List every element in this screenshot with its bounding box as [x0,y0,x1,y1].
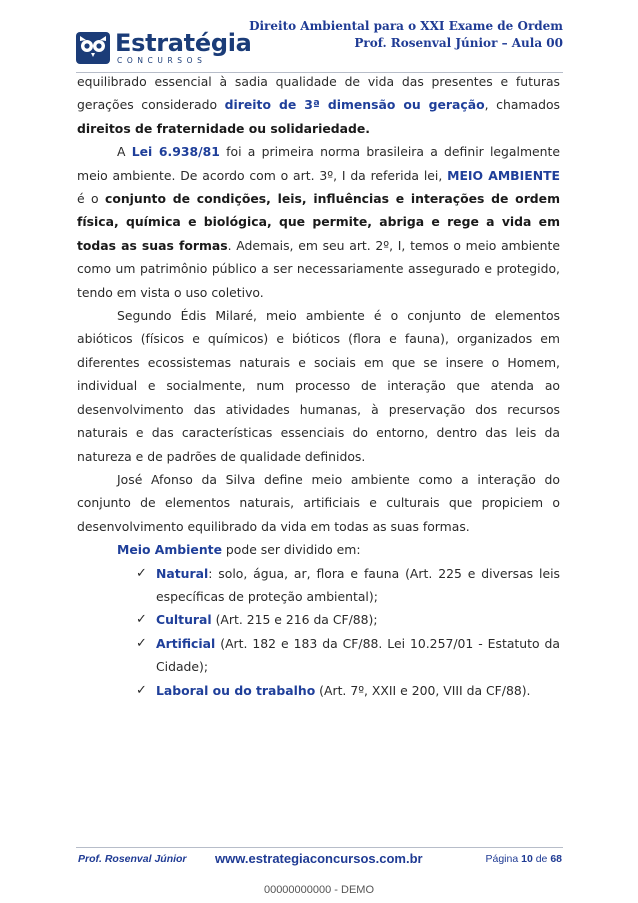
highlight-text: MEIO AMBIENTE [447,167,560,183]
list-item: ✓ Artificial (Art. 182 e 183 da CF/88. Lei 10.257/01 - Estatuto da Cidade); [77,632,560,679]
header-lesson: Prof. Rosenval Júnior – Aula 00 [354,36,563,50]
header-course-title: Direito Ambiental para o XXI Exame de Ordem [249,19,563,33]
list-item: ✓ Natural: solo, água, ar, flora e fauna (Art. 225 e diversas leis específicas de proteção ambiental); [77,562,560,609]
bold-text: direitos de fraternidade ou solidariedade. [77,120,371,136]
checkmark-icon: ✓ [136,565,147,581]
paragraph-3: Segundo Édis Milaré, meio ambiente é o conjunto de elementos abióticos (físicos e químicos) e bióticos (flora e fauna), organizados em diferentes ecossistemas naturais e sociais em que se insere o Homem, individual e socialmente, num processo de interação que atenda ao desenvolvimento das atividades humanas, à preservação dos recursos naturais e das características essenciais do entorno, dentro das leis da natureza e de padrões de qualidade definidos. [77,308,560,464]
list-item: ✓ Laboral ou do trabalho (Art. 7º, XXII e 200, VIII da CF/88). [77,679,560,702]
checkmark-icon: ✓ [136,635,147,651]
list-intro: Meio Ambiente pode ser dividido em: [117,542,361,558]
checkmark-icon: ✓ [136,682,147,698]
footer-author: Prof. Rosenval Júnior [78,853,187,865]
paragraph-1: equilibrado essencial à sadia qualidade de vida das presentes e futuras gerações considerado direito de 3ª dimensão ou geração, chamados direitos de fraternidade ou solidariedade. [77,74,560,136]
page-body [77,70,560,702]
checkmark-icon: ✓ [136,612,147,628]
highlight-text: Meio Ambiente [117,542,222,558]
estrategia-logo [76,26,256,70]
page-number: Página 10 de 68 [485,853,562,865]
logo-subtitle: CONCURSOS [117,56,207,65]
highlight-text: direito de 3ª dimensão ou geração [224,97,485,113]
footer-website-link[interactable]: www.estrategiaconcursos.com.br [215,851,423,866]
demo-watermark: 00000000000 - DEMO [263,884,375,896]
owl-icon [76,32,110,64]
list-item: ✓ Cultural (Art. 215 e 216 da CF/88); [77,608,560,631]
paragraph-4: José Afonso da Silva define meio ambiente como a interação do conjunto de elementos naturais, artificiais e culturais que propiciem o desenvolvimento equilibrado da vida em todas as suas formas. [77,471,560,534]
paragraph-2: A Lei 6.938/81 foi a primeira norma brasileira a definir legalmente meio ambiente. De acordo com o art. 3º, I da referida lei, MEIO AMBIENTE é o conjunto de condições, leis, influências e interações de ordem física, química e biológica, que permite, abriga e rege a vida em todas as suas formas. Ademais, em seu art. 2º, I, temos o meio ambiente como um patrimônio público a ser necessariamente assegurado e protegido, tendo em vista o uso coletivo. [77,144,560,300]
running-header [249,18,563,52]
bold-text: conjunto de condições, leis, influências e interações de ordem física, química e biológica, que permite, abriga e rege a vida em todas as suas formas [77,191,560,253]
law-reference: Lei 6.938/81 [131,144,220,160]
footer-divider [76,847,563,848]
logo-wordmark: Estratégia [115,29,252,57]
